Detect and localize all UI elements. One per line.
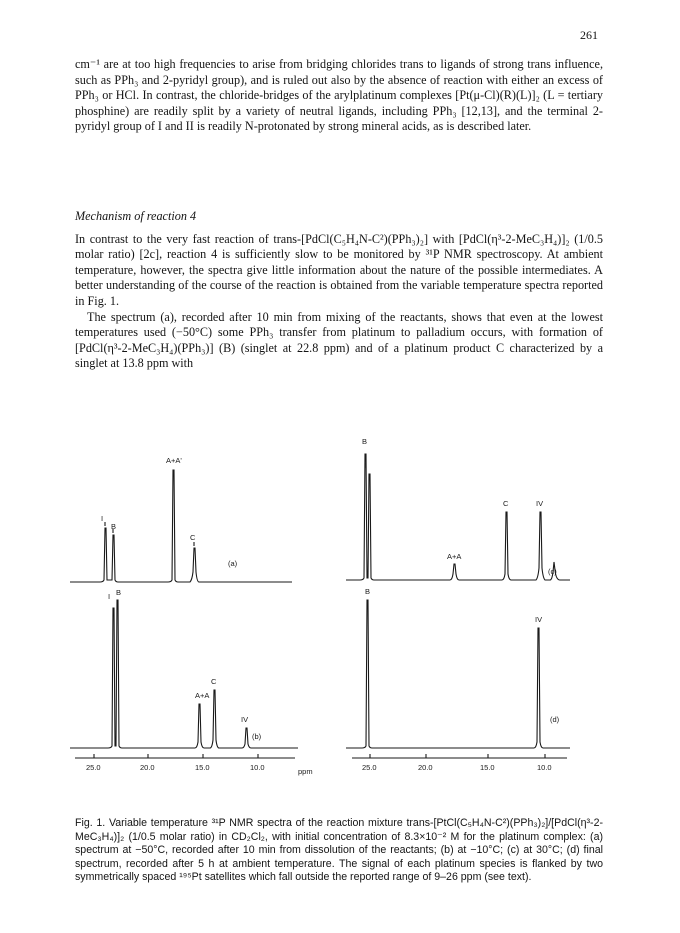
axis-right-tick-15: 15.0: [480, 763, 495, 772]
section-heading: Mechanism of reaction 4: [75, 209, 197, 223]
peak-label-c-aa: A+A: [447, 552, 462, 561]
caption-text: Fig. 1. Variable temperature ³¹P NMR spectra of the reaction mixture trans-[PtCl(C₅H₄N-C²)(PPh₃)₂]/[PdCl(η³-2-MeC₃H₄)]₂ (1/0.5 molar ratio) in CD₂Cl₂, with initial concentration of 8.3×10⁻² M for the platinum complex: (a) spectrum at −50°C, recorded after 10 min from dissolution of the reactants; (b) at −10°C; (c) at 30°C; (d) final spectrum, recorded after 5 h at ambient temperature. The signal of each platinum species is flanked by two symmetrically spaced ¹⁹⁵Pt satellites which fall outside the reported range of 9–26 ppm (see text).: [75, 817, 603, 884]
nmr-spectra-figure: [70, 432, 610, 777]
peak-label-c-iv: IV: [536, 499, 544, 508]
spectrum-c-trace: [346, 454, 570, 580]
spectrum-b-trace: [70, 600, 298, 748]
paragraph-1-block: [75, 57, 603, 135]
peak-label-b-i: I: [108, 592, 111, 601]
peak-label-a-b: B: [111, 522, 117, 531]
axis-unit-ppm: ppm: [298, 767, 313, 776]
peak-label-c-b: B: [362, 437, 368, 446]
peak-label-b-aa: A+A: [195, 691, 210, 700]
peak-label-b-c: C: [211, 677, 217, 686]
page-number: 261: [580, 28, 598, 42]
axis-left-tick-10: 10.0: [250, 763, 265, 772]
panel-label-a: (a): [228, 559, 238, 568]
peak-label-a-i: I: [101, 514, 104, 523]
axis-left-tick-20: 20.0: [140, 763, 155, 772]
paragraph-1: cm⁻¹ are at too high frequencies to arise from bridging chlorides trans to ligands of strong trans influence, such as PPh₃ and 2-pyridyl group), and is ruled out also by the absence of reaction with either an excess of PPh₃ or HCl. In contrast, the chloride-bridges of the arylplatinum complexes [Pt(μ-Cl)(R)(L)]₂ (L = tertiary phosphine) are readily split by a variety of neutral ligands, including PPh₃ [12,13], and the terminal 2-pyridyl group of I and II is readily N-protonated by strong mineral acids, as is described later.: [75, 57, 603, 134]
axis-right-tick-20: 20.0: [418, 763, 433, 772]
panel-label-c: (c): [548, 567, 557, 576]
peak-label-c-c: C: [503, 499, 509, 508]
paragraph-3: The spectrum (a), recorded after 10 min from mixing of the reactants, shows that even at the lowest temperatures used (−50°C) some PPh₃ transfer from platinum to palladium occurs, with formation of [PdCl(η³-2-MeC₃H₄)(PPh₃)] (B) (singlet at 22.8 ppm) and of a platinum product C characterized by a singlet at 13.8 ppm with: [75, 309, 603, 371]
axis-right-tick-25: 25.0: [362, 763, 377, 772]
peak-label-d-b: B: [365, 587, 371, 596]
axis-left-tick-15: 15.0: [195, 763, 210, 772]
panel-label-b: (b): [252, 732, 262, 741]
peak-label-a-aa: A+A': [166, 456, 182, 465]
peak-label-a-c: C: [190, 533, 196, 542]
spectrum-a-trace: [70, 470, 292, 582]
peak-label-b-iv: IV: [241, 715, 249, 724]
paragraph-2: In contrast to the very fast reaction of trans-[PdCl(C₅H₄N-C²)(PPh₃)₂] with [PdCl(η³-2-MeC₃H₄)]₂ (1/0.5 molar ratio) [2c], reaction 4 is sufficiently slow to be monitored by ³¹P NMR spectroscopy. At ambient temperature, however, the spectra give little information about the nature of the possible intermediates. A better understanding of the course of the reaction is obtained from the variable temperature spectra reported in Fig. 1.: [75, 231, 603, 308]
peak-label-b-b: B: [116, 588, 122, 597]
peak-label-c-i: I: [364, 461, 367, 470]
mechanism-section: [75, 209, 603, 372]
figure-caption: [75, 817, 603, 885]
axis-right-tick-10: 10.0: [537, 763, 552, 772]
axis-left-tick-25: 25.0: [86, 763, 101, 772]
panel-label-d: (d): [550, 715, 560, 724]
peak-label-d-iv: IV: [535, 615, 543, 624]
